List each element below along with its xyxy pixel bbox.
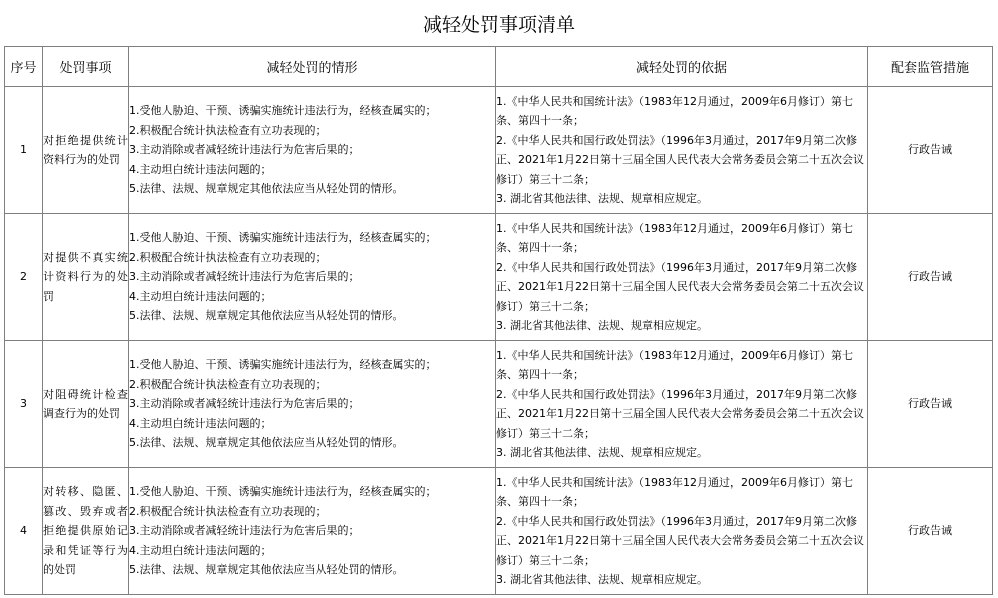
penalty-item: 对转移、隐匿、篡改、毁弃或者拒绝提供原始记录和凭证等行为的处罚 (43, 468, 129, 595)
document-title: 减轻处罚事项清单 (422, 13, 575, 36)
situation-line: 1.受他人胁迫、干预、诱骗实施统计违法行为，经核查属实的； (129, 231, 437, 245)
situation-line: 4.主动坦白统计违法问题的； (129, 543, 272, 557)
supervision-measure: 行政告诫 (868, 341, 993, 468)
table-header-row (5, 47, 993, 87)
mitigation-situations (129, 87, 496, 214)
penalty-item: 对拒绝提供统计资料行为的处罚 (43, 87, 129, 214)
legal-basis (496, 341, 868, 468)
situation-line: 1.受他人胁迫、干预、诱骗实施统计违法行为，经核查属实的； (129, 104, 437, 118)
row-number: 3 (5, 341, 43, 468)
situation-line: 1.受他人胁迫、干预、诱骗实施统计违法行为，经核查属实的； (129, 358, 437, 372)
basis-line: 1.《中华人民共和国统计法》（1983年12月通过，2009年6月修订）第七条、第四十一条； (496, 348, 853, 381)
header-item: 处罚事项 (43, 47, 129, 87)
supervision-measure: 行政告诫 (868, 214, 993, 341)
situation-line: 5.法律、法规、规章规定其他依法应当从轻处罚的情形。 (129, 309, 404, 323)
penalty-item: 对阻碍统计检查调查行为的处罚 (43, 341, 129, 468)
situation-line: 3.主动消除或者减轻统计违法行为危害后果的； (129, 524, 360, 538)
situation-line: 4.主动坦白统计违法问题的； (129, 289, 272, 303)
situation-line: 5.法律、法规、规章规定其他依法应当从轻处罚的情形。 (129, 182, 404, 196)
situation-line: 2.积极配合统计执法检查有立功表现的； (129, 250, 327, 264)
header-situations: 减轻处罚的情形 (129, 47, 496, 87)
situation-line: 4.主动坦白统计违法问题的； (129, 416, 272, 430)
penalty-item: 对提供不真实统计资料行为的处罚 (43, 214, 129, 341)
header-basis: 减轻处罚的依据 (496, 47, 868, 87)
mitigation-situations (129, 214, 496, 341)
situation-line: 5.法律、法规、规章规定其他依法应当从轻处罚的情形。 (129, 436, 404, 450)
supervision-measure: 行政告诫 (868, 468, 993, 595)
situation-line: 4.主动坦白统计违法问题的； (129, 162, 272, 176)
table-row (5, 468, 993, 595)
basis-line: 3. 湖北省其他法律、法规、规章相应规定。 (496, 573, 708, 586)
basis-line: 1.《中华人民共和国统计法》（1983年12月通过，2009年6月修订）第七条、第四十一条； (496, 221, 853, 254)
table-row (5, 87, 993, 214)
legal-basis (496, 214, 868, 341)
table-row (5, 341, 993, 468)
table-row (5, 214, 993, 341)
situation-line: 3.主动消除或者减轻统计违法行为危害后果的； (129, 143, 360, 157)
basis-line: 1.《中华人民共和国统计法》（1983年12月通过，2009年6月修订）第七条、第四十一条； (496, 475, 853, 508)
situation-line: 2.积极配合统计执法检查有立功表现的； (129, 123, 327, 137)
supervision-measure: 行政告诫 (868, 87, 993, 214)
basis-line: 2.《中华人民共和国行政处罚法》（1996年3月通过，2017年9月第二次修正、2021年1月22日第十三届全国人民代表大会常务委员会第二十五次会议修订）第三十二条； (496, 387, 864, 440)
basis-line: 2.《中华人民共和国行政处罚法》（1996年3月通过，2017年9月第二次修正、2021年1月22日第十三届全国人民代表大会常务委员会第二十五次会议修订）第三十二条； (496, 260, 864, 313)
mitigation-situations (129, 468, 496, 595)
basis-line: 3. 湖北省其他法律、法规、规章相应规定。 (496, 192, 708, 205)
row-number: 1 (5, 87, 43, 214)
basis-line: 1.《中华人民共和国统计法》（1983年12月通过，2009年6月修订）第七条、第四十一条； (496, 94, 853, 127)
basis-line: 3. 湖北省其他法律、法规、规章相应规定。 (496, 446, 708, 459)
situation-line: 2.积极配合统计执法检查有立功表现的； (129, 504, 327, 518)
situation-line: 2.积极配合统计执法检查有立功表现的； (129, 377, 327, 391)
header-measure: 配套监管措施 (868, 47, 993, 87)
situation-line: 5.法律、法规、规章规定其他依法应当从轻处罚的情形。 (129, 563, 404, 577)
header-no: 序号 (5, 47, 43, 87)
penalty-table (4, 46, 993, 595)
basis-line: 2.《中华人民共和国行政处罚法》（1996年3月通过，2017年9月第二次修正、2021年1月22日第十三届全国人民代表大会常务委员会第二十五次会议修订）第三十二条； (496, 514, 864, 567)
legal-basis (496, 87, 868, 214)
mitigation-situations (129, 341, 496, 468)
situation-line: 1.受他人胁迫、干预、诱骗实施统计违法行为，经核查属实的； (129, 485, 437, 499)
basis-line: 3. 湖北省其他法律、法规、规章相应规定。 (496, 319, 708, 332)
situation-line: 3.主动消除或者减轻统计违法行为危害后果的； (129, 270, 360, 284)
situation-line: 3.主动消除或者减轻统计违法行为危害后果的； (129, 397, 360, 411)
row-number: 4 (5, 468, 43, 595)
row-number: 2 (5, 214, 43, 341)
basis-line: 2.《中华人民共和国行政处罚法》（1996年3月通过，2017年9月第二次修正、2021年1月22日第十三届全国人民代表大会常务委员会第二十五次会议修订）第三十二条； (496, 133, 864, 186)
legal-basis (496, 468, 868, 595)
